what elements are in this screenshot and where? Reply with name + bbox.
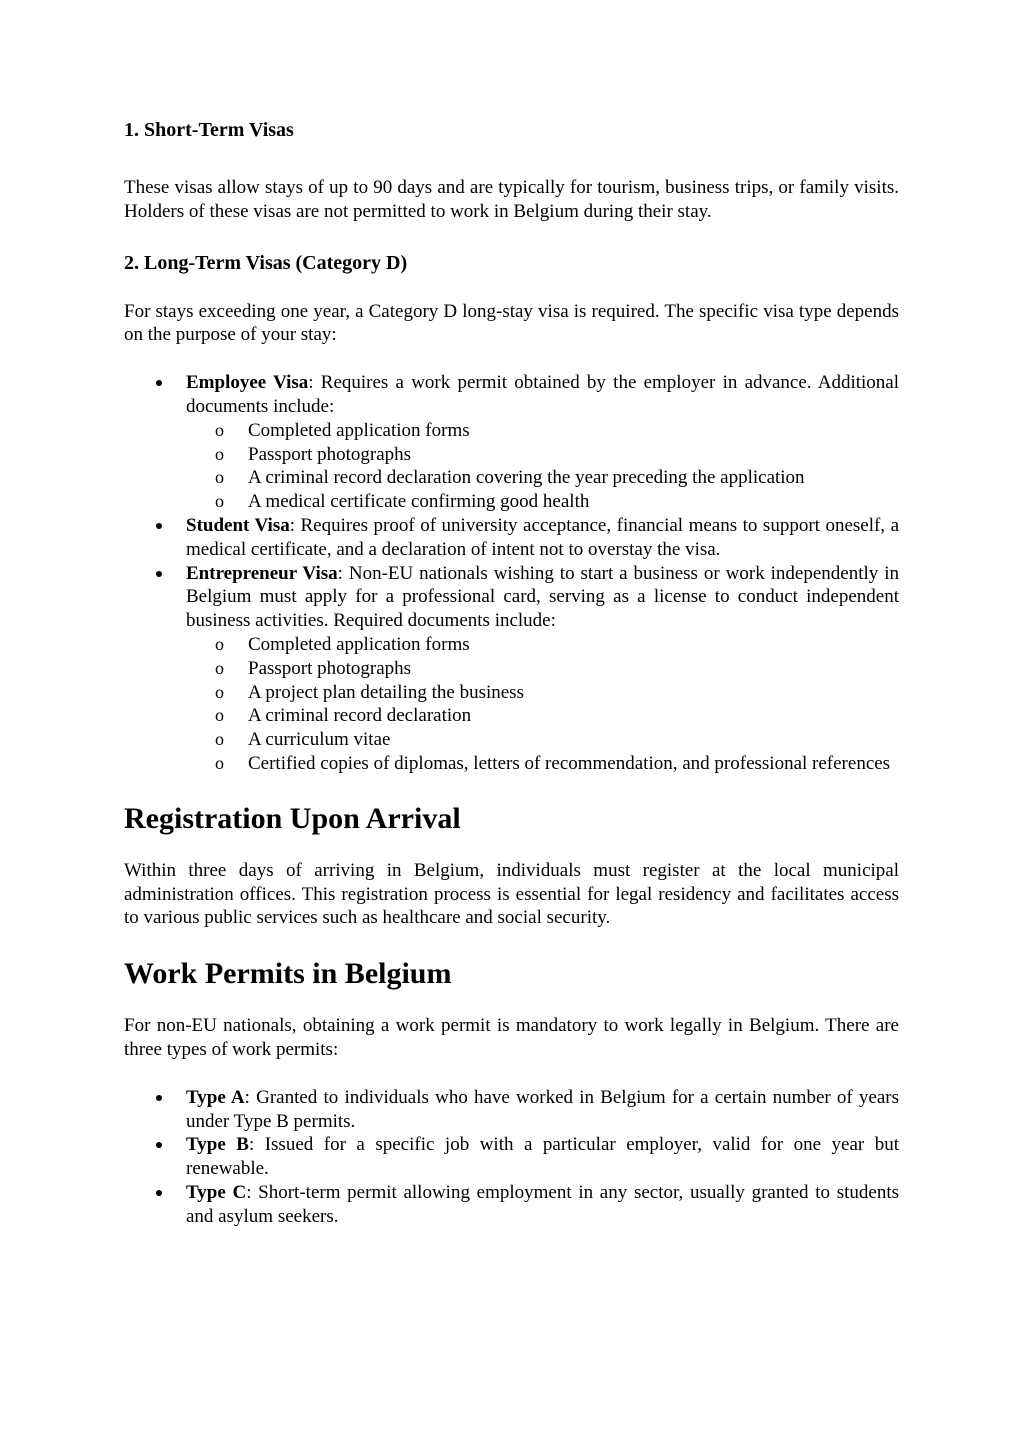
work-permits-heading: Work Permits in Belgium — [124, 957, 452, 991]
bullet-icon — [156, 1095, 162, 1101]
circle-bullet-icon: o — [215, 491, 224, 512]
sub-list-item: o A criminal record declaration — [215, 705, 472, 727]
list-item-term: Employee Visa — [186, 372, 309, 394]
list-item-term: Type B — [186, 1134, 249, 1156]
list-item-text: : Requires a work permit obtained by the employer in advance. Additional documents include: — [186, 372, 899, 417]
circle-bullet-icon: o — [215, 633, 224, 654]
circle-bullet-icon: o — [215, 729, 224, 750]
bullet-icon — [156, 1190, 162, 1196]
list-item-type-c — [124, 1181, 899, 1229]
sub-list-item: o A criminal record declaration covering the year preceding the application — [215, 467, 805, 489]
list-item-text: : Granted to individuals who have worked in Belgium for a certain number of years under Type B permits. — [186, 1086, 900, 1132]
bullet-icon — [156, 380, 162, 386]
entrepreneur-visa-documents — [186, 633, 899, 776]
sub-list-item: o Passport photographs — [215, 443, 412, 465]
list-item-text: : Requires proof of university acceptance, financial means to support oneself, a medical certificate, and a declaration of intent not to overstay the visa. — [186, 514, 899, 560]
sub-list-item: o Passport photographs — [215, 657, 412, 679]
short-term-visas-heading: 1. Short-Term Visas — [124, 119, 294, 141]
registration-heading: Registration Upon Arrival — [124, 801, 461, 835]
registration-paragraph: Within three days of arriving in Belgium, individuals must register at the local municipal administration offices. This registration process is essential for legal residency and facilitates access to various public services such as healthcare and social security. — [124, 859, 899, 929]
circle-bullet-icon: o — [215, 705, 224, 726]
sub-list-item: o Completed application forms — [215, 633, 470, 655]
circle-bullet-icon: o — [215, 657, 224, 678]
sub-list-item: o Completed application forms — [215, 419, 470, 441]
long-term-visas-heading: 2. Long-Term Visas (Category D) — [124, 251, 408, 274]
sub-list-item: o A medical certificate confirming good health — [215, 491, 590, 513]
list-item-text: : Short-term permit allowing employment in any sector, usually granted to students and asylum seekers. — [186, 1181, 899, 1227]
list-item-text: : Issued for a specific job with a particular employer, valid for one year but renewable. — [186, 1134, 899, 1180]
visa-type-list — [124, 371, 899, 776]
circle-bullet-icon: o — [215, 752, 224, 773]
sub-list-item: o Certified copies of diplomas, letters of recommendation, and professional references — [215, 752, 891, 774]
long-term-visas-paragraph: For stays exceeding one year, a Category D long-stay visa is required. The specific visa type depends on the purpose of your stay: — [124, 300, 899, 346]
bullet-icon — [156, 1142, 162, 1148]
bullet-icon — [156, 571, 162, 577]
list-item-type-b — [124, 1133, 899, 1181]
bullet-icon — [156, 523, 162, 529]
sub-list-item: o A curriculum vitae — [215, 729, 391, 751]
work-permit-type-list — [124, 1086, 899, 1229]
list-item-term: Type C — [186, 1181, 247, 1203]
list-item-type-a — [124, 1086, 899, 1134]
circle-bullet-icon: o — [215, 681, 224, 702]
sub-list-item: o A project plan detailing the business — [215, 681, 524, 703]
employee-visa-documents — [186, 419, 899, 514]
list-item-term: Entrepreneur Visa — [186, 562, 338, 584]
list-item-term: Student Visa — [186, 514, 290, 536]
list-item-employee-visa — [124, 371, 899, 514]
list-item-entrepreneur-visa — [124, 562, 899, 776]
circle-bullet-icon: o — [215, 443, 224, 464]
document-page — [124, 118, 899, 1229]
work-permits-paragraph: For non-EU nationals, obtaining a work permit is mandatory to work legally in Belgium. There are three types of work permits: — [124, 1015, 899, 1060]
circle-bullet-icon: o — [215, 419, 224, 440]
short-term-visas-paragraph: These visas allow stays of up to 90 days and are typically for tourism, business trips, or family visits. Holders of these visas are not permitted to work in Belgium during their stay. — [124, 177, 899, 222]
list-item-student-visa — [124, 514, 899, 562]
list-item-term: Type A — [186, 1086, 245, 1108]
list-item-text: : Non-EU nationals wishing to start a business or work independently in Belgium must apply for a professional card, serving as a license to conduct independent business activities. Required documents include: — [186, 562, 899, 632]
circle-bullet-icon: o — [215, 467, 224, 488]
